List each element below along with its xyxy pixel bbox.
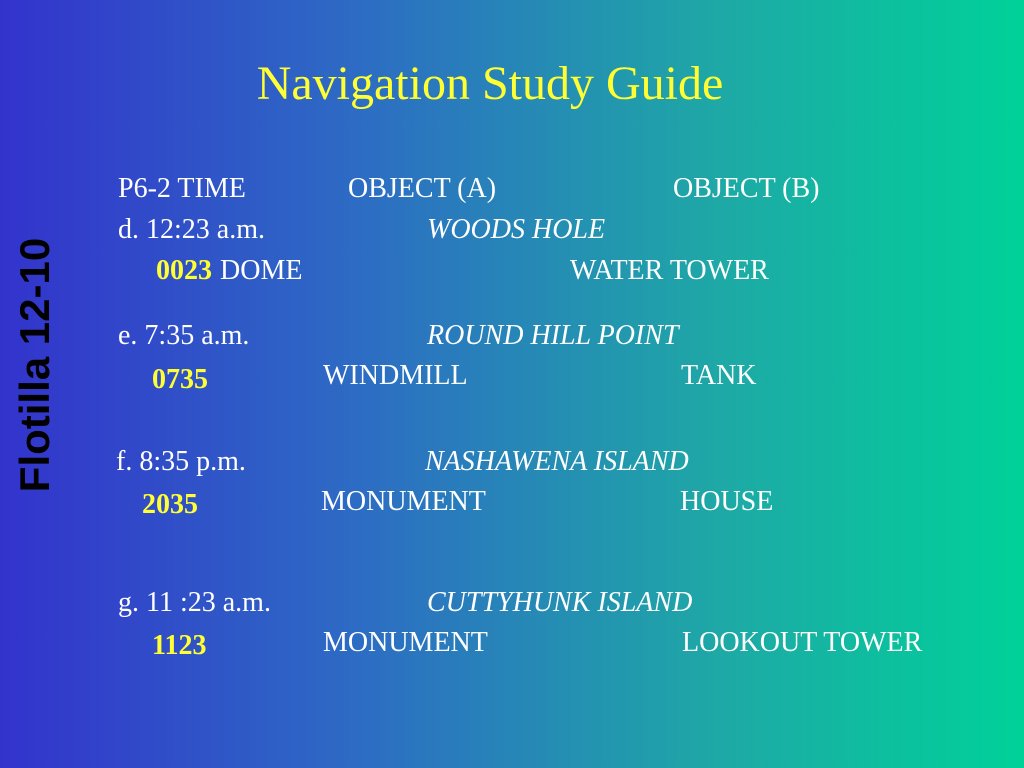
entry-location: NASHAWENA ISLAND [425,446,689,477]
page-title: Navigation Study Guide [256,57,724,110]
header-object-b: OBJECT (B) [673,173,820,204]
entry-location: WOODS HOLE [427,214,606,245]
entry-time: g. 11 :23 a.m. [118,587,271,618]
entry-object-b: TANK [681,360,757,391]
entry-location: CUTTYHUNK ISLAND [427,587,693,618]
flotilla-side-label: Flotilla 12-10 [11,237,58,493]
entry-object-a: MONUMENT [323,627,488,658]
entry-time: e. 7:35 a.m. [118,320,250,351]
entry-time: f. 8:35 p.m. [116,446,246,477]
header-time: P6-2 TIME [118,173,246,204]
entry-object-b: WATER TOWER [570,255,769,286]
entry-object-b: LOOKOUT TOWER [682,627,923,658]
entry-location: ROUND HILL POINT [427,320,679,351]
entry-military-time: 1123 [152,630,207,661]
header-object-a: OBJECT (A) [348,173,497,204]
entry-object-b: HOUSE [680,486,774,517]
entry-military-time: 0735 [152,364,208,395]
entry-military-time: 0023 [156,255,212,286]
entry-object-a: DOME [220,255,303,286]
entry-military-time: 2035 [142,489,198,520]
entry-time: d. 12:23 a.m. [118,214,265,245]
entry-object-a: WINDMILL [323,360,468,391]
entry-object-a: MONUMENT [321,486,486,517]
